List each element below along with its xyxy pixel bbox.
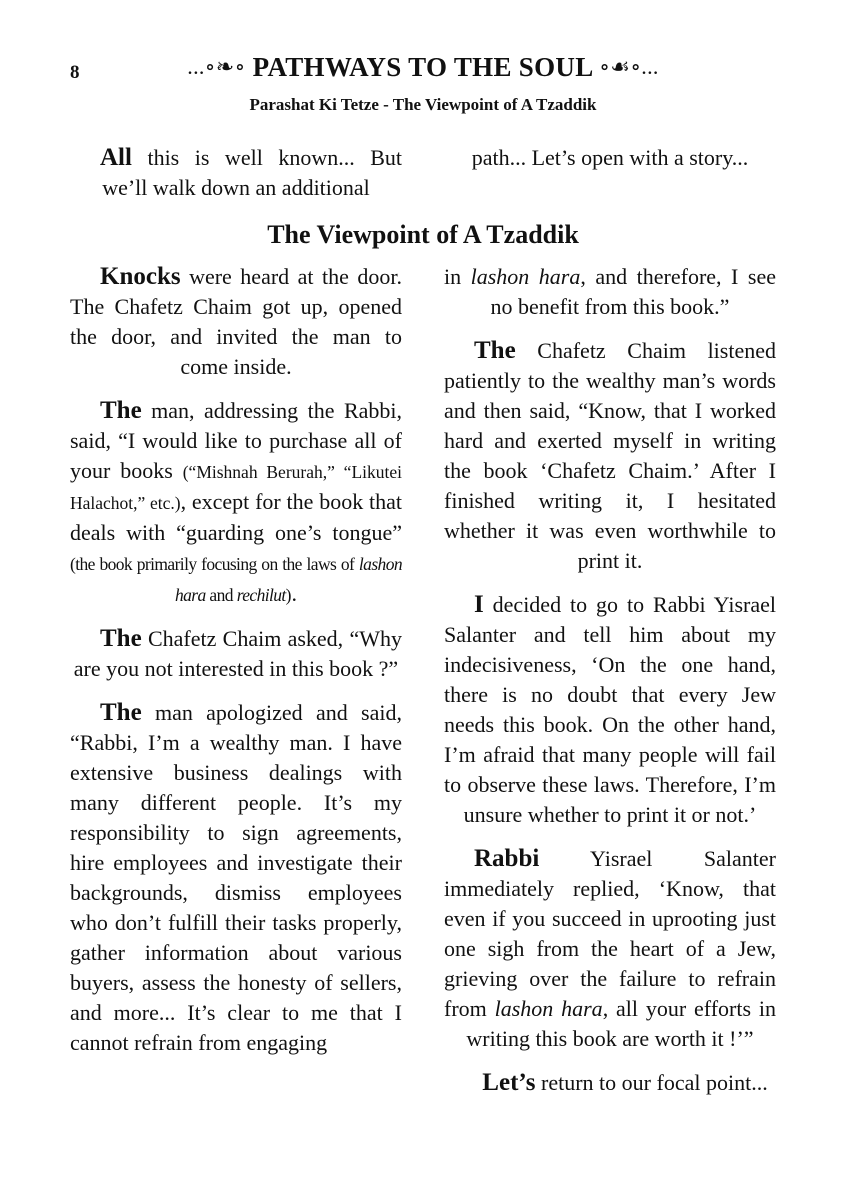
story-paragraph [70, 624, 402, 684]
paragraph-text: were heard at the door. The Chafetz Chaim got up, opened the door, and invited the man to come inside. [70, 264, 402, 379]
parenthetical-text: ) [285, 585, 292, 605]
paragraph-text: man, addressing the Rabbi, said, “I would like to purchase all of your books [70, 398, 402, 483]
intro-paragraph [70, 143, 402, 203]
paragraph-text: path... Let’s open with a story... [471, 145, 749, 170]
story-paragraph [444, 1068, 776, 1098]
paragraph-text: , all your efforts in writing this book are worth it !’” [466, 996, 776, 1051]
lead-word: The [100, 699, 142, 726]
story-paragraph [444, 336, 776, 576]
italic-term: lashon hara [494, 996, 603, 1021]
story-paragraph [70, 396, 402, 610]
flourish-right-icon: ∘☙∘... [599, 54, 659, 79]
paragraph-text: this is well known... But we’ll walk down an additional [102, 145, 402, 200]
lead-word: Let’s [482, 1069, 536, 1096]
lead-word: The [474, 337, 516, 364]
paragraph-text: , except for the book that deals with “guarding one’s tongue” [70, 489, 402, 545]
lead-word: All [100, 144, 132, 171]
paragraph-text: . [291, 581, 297, 606]
parenthetical-text: and [205, 585, 237, 605]
story-paragraph [444, 844, 776, 1054]
page-number: 8 [70, 62, 80, 83]
flourish-left-icon: ...∘❧∘ [187, 54, 246, 79]
story-paragraph [444, 590, 776, 830]
intro-paragraph-continued [444, 143, 776, 173]
lead-word: The [100, 397, 142, 424]
running-header [0, 52, 846, 83]
story-paragraph [70, 262, 402, 382]
paragraph-text: Chafetz Chaim asked, “Why are you not interested in this book ?” [73, 626, 402, 681]
italic-term: lashon hara [174, 554, 402, 605]
intro-right-column [444, 143, 776, 187]
paragraph-text: decided to go to Rabbi Yisrael Salanter and tell him about my indecisiveness, ‘On the one hand, there is no doubt that every Jew needs this book. On the other hand, I’m afraid that many people will fail to observe these laws. Therefore, I’m unsure whether to print it or not.’ [444, 592, 776, 827]
section-title: The Viewpoint of A Tzaddik [267, 220, 579, 249]
paragraph-text: , and therefore, I see no benefit from this book.” [490, 264, 776, 319]
parenthetical-text: (“Mishnah Berurah,” “Likutei Halachot,” etc.) [70, 462, 402, 513]
lead-word: Knocks [100, 263, 181, 290]
lead-word: The [100, 625, 142, 652]
chapter-subtitle: Parashat Ki Tetze - The Viewpoint of A Tzaddik [249, 95, 597, 114]
right-column [444, 262, 776, 1112]
story-paragraph [70, 698, 402, 1058]
lead-word: I [474, 591, 484, 618]
paragraph-text: man apologized and said, “Rabbi, I’m a wealthy man. I have extensive business dealings with many different people. It’s my responsibility to sign agreements, hire employees and investigate their backgrounds, dismiss employees who don’t fulfill their tasks properly, gather information about various buyers, assess the honesty of sellers, and more... It’s clear to me that I cannot refrain from engaging [70, 700, 402, 1055]
italic-term: lashon hara [470, 264, 581, 289]
left-column [70, 262, 402, 1072]
paragraph-text: return to our focal point... [535, 1070, 768, 1095]
book-title: PATHWAYS TO THE SOUL [252, 52, 593, 82]
paragraph-text: Yisrael Salanter immediately replied, ‘Know, that even if you succeed in uprooting just one sigh from the heart of a Jew, grieving over the failure to refrain from [444, 846, 776, 1021]
italic-term: rechilut [236, 585, 286, 605]
lead-word: Rabbi [474, 845, 540, 872]
paragraph-text: Chafetz Chaim listened patiently to the wealthy man’s words and then said, “Know, that I worked hard and exerted myself in writing the book ‘Chafetz Chaim.’ After I finished writing it, I hesitated whether it was even worthwhile to print it. [444, 338, 776, 573]
story-paragraph-continued [444, 262, 776, 322]
intro-left-column [70, 143, 402, 217]
paragraph-text: in [444, 264, 471, 289]
parenthetical-text: (the book primarily focusing on the laws of [70, 554, 359, 574]
